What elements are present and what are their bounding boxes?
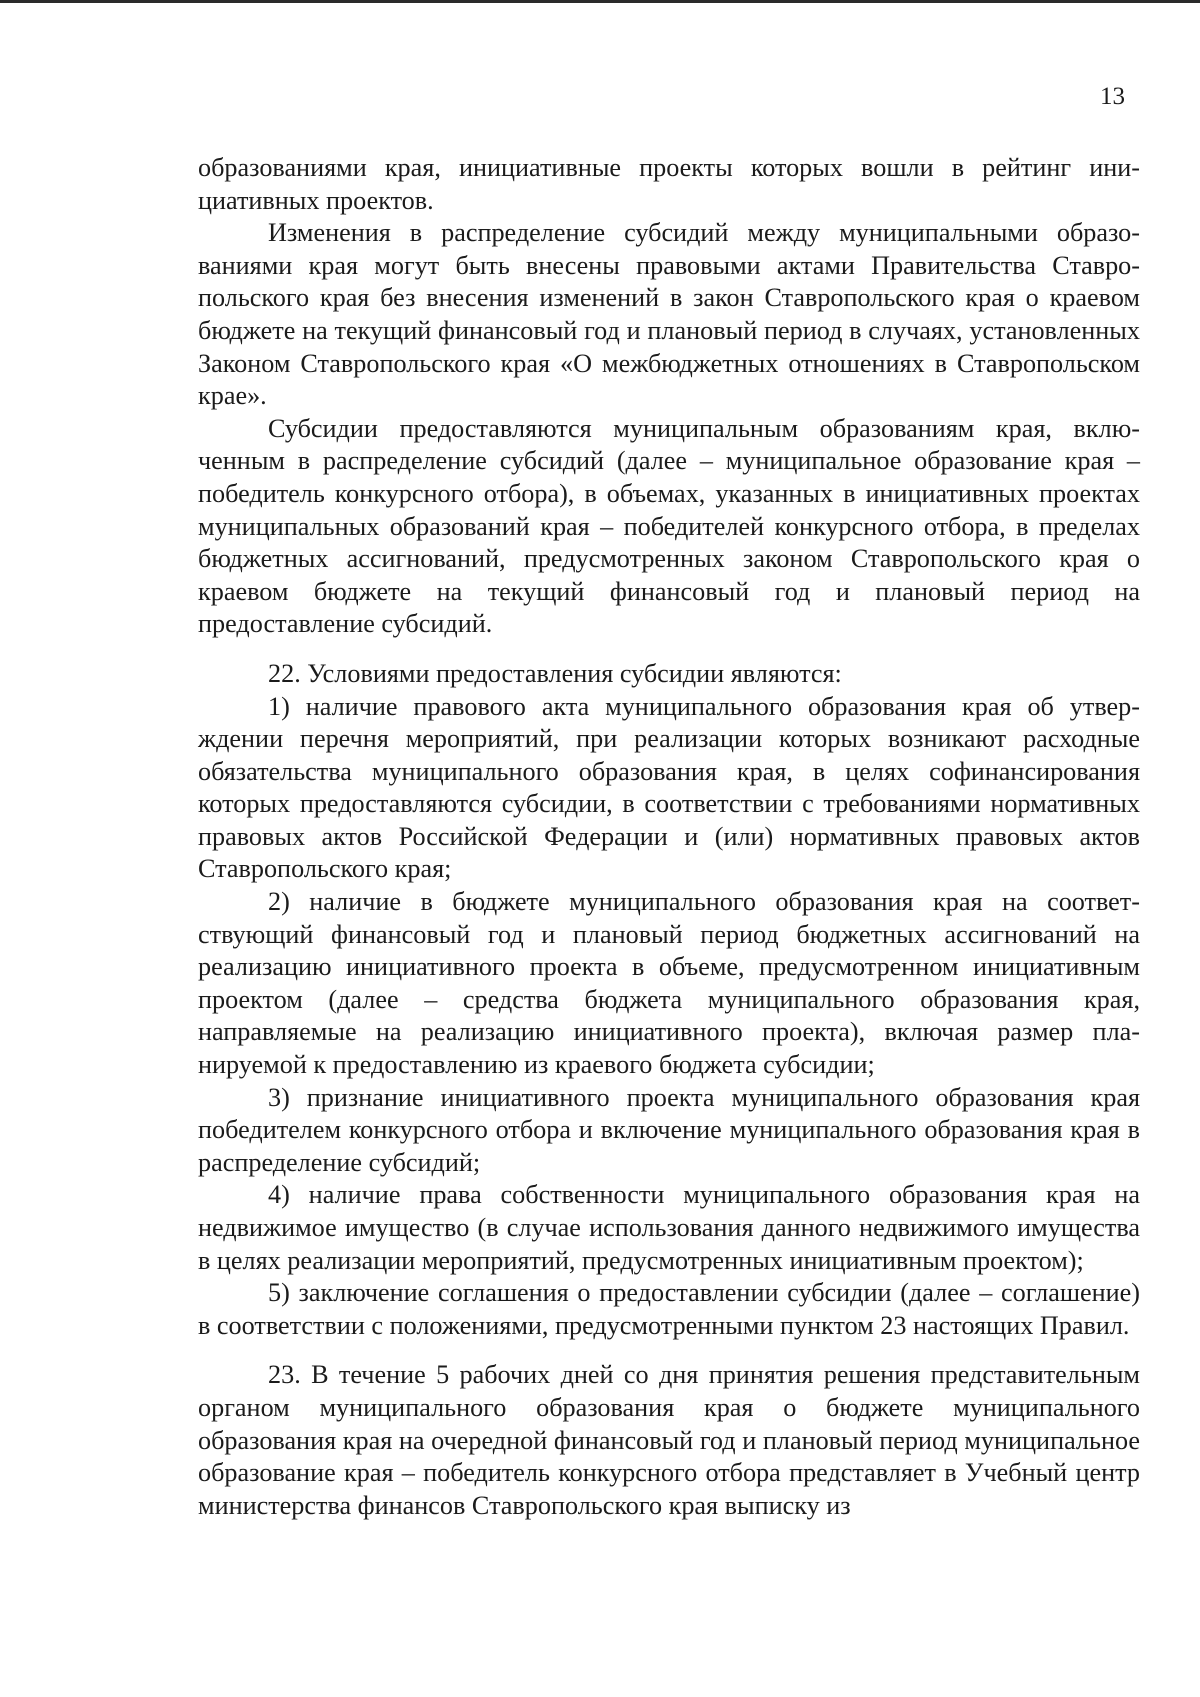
paragraph-subsidies-provided: Субсидии предоставляются муниципальным образованиям края, включенным в распределение субсидий (далее – муниципальное образование края – победитель конкурсного отбора), в объемах, указанных в инициативных проектах муниципальных образований края – победителей конкурсного отбора, в пределах бюджетных ассигнований, предусмотренных законом Ставропольского края о краевом бюджете на текущий финансовый год и плановый период на предоставление субсидий. (198, 413, 1140, 639)
paragraph-continuation: образованиями края, инициативные проекты которых вошли в рейтинг инициативных проектов. (198, 153, 1140, 215)
list-item-condition-2: 2) наличие в бюджете муниципального образования края на соответствующий финансовый год и плановый период бюджетных ассигнований на реализацию инициативного проекта в объеме, предусмотренном инициативным проектом (далее – средства бюджета муниципального образования края, направляемые на реализацию инициативного проекта), включая размер планируемой к предоставлению из краевого бюджета субсидии; (198, 887, 1140, 1080)
list-item-condition-5: 5) заключение соглашения о предоставлении субсидии (далее – соглашение) в соответствии с положениями, предусмотренными пунктом 23 настоящих Правил. (198, 1278, 1140, 1340)
page-number: 13 (1100, 83, 1125, 110)
paragraph-section-22-heading: 22. Условиями предоставления субсидии являются: (268, 658, 842, 688)
list-item-condition-1: 1) наличие правового акта муниципального образования края об утверждении перечня мероприятий, при реализации которых возникают расходные обязательства муниципального образования края, в целях софинансирования которых предоставляются субсидии, в соответствии с требованиями нормативных правовых актов Российской Федерации и (или) нормативных правовых актов Ставропольского края; (198, 691, 1140, 884)
document-body (198, 152, 1140, 1522)
list-item-condition-3: 3) признание инициативного проекта муниципального образования края победителем конкурсного отбора и включение муниципального образования края в распределение субсидий; (198, 1082, 1140, 1177)
top-border-line (0, 0, 1200, 3)
paragraph-section-23: 23. В течение 5 рабочих дней со дня принятия решения представительным органом муниципального образования края о бюджете муниципального образования края на очередной финансовый год и плановый период муниципальное образование края – победитель конкурсного отбора представляет в Учебный центр министерства финансов Ставропольского края выписку из (198, 1360, 1140, 1520)
paragraph-distribution-changes: Изменения в распределение субсидий между муниципальными образованиями края могут быть внесены правовыми актами Правительства Ставропольского края без внесения изменений в закон Ставропольского края о краевом бюджете на текущий финансовый год и плановый период в случаях, установленных Законом Ставропольского края «О межбюджетных отношениях в Ставропольском крае». (198, 218, 1140, 411)
list-item-condition-4: 4) наличие права собственности муниципального образования края на недвижимое имущество (в случае использования данного недвижимого имущества в целях реализации мероприятий, предусмотренных инициативным проектом); (198, 1180, 1140, 1275)
